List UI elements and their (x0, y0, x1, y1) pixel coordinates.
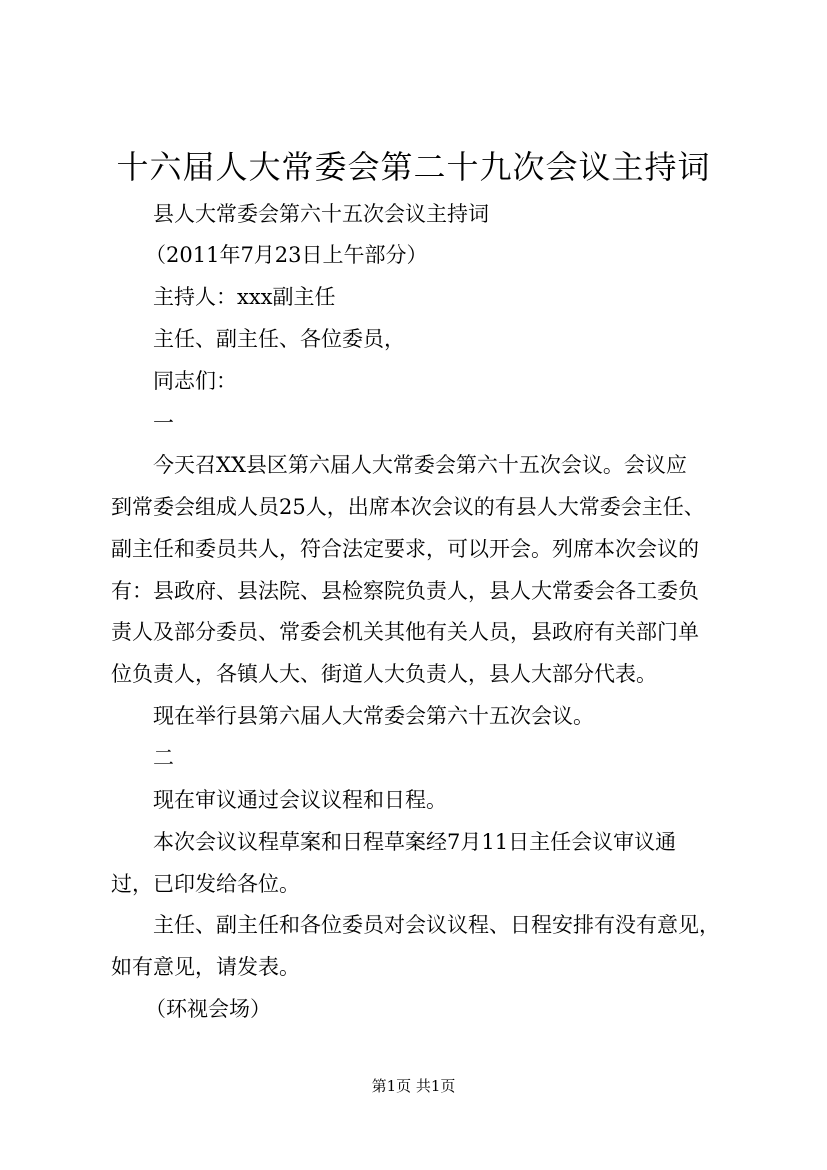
document-title: 十六届人大常委会第二十九次会议主持词 (116, 148, 711, 186)
subtitle-line: 县人大常委会第六十五次会议主持词 (153, 202, 489, 226)
paragraph-line: 有：县政府、县法院、县检察院负责人，县人大常委会各工委负 (111, 579, 699, 603)
paragraph-line: 责人及部分委员、常委会机关其他有关人员，县政府有关部门单 (111, 620, 699, 644)
date-line: （2011年7月23日上午部分） (145, 243, 428, 267)
salutation-line: 主任、副主任、各位委员， (153, 327, 405, 351)
section-number: 二 (153, 746, 174, 770)
stage-direction: （环视会场） (145, 997, 271, 1021)
paragraph-line: 主任、副主任和各位委员对会议议程、日程安排有没有意见， (153, 913, 720, 937)
paragraph-line: 现在审议通过会议议程和日程。 (153, 788, 447, 812)
paragraph-line: 现在举行县第六届人大常委会第六十五次会议。 (153, 704, 594, 728)
paragraph-line: 今天召XX县区第六届人大常委会第六十五次会议。会议应 (153, 453, 687, 477)
paragraph-line: 过，已印发给各位。 (111, 872, 300, 896)
paragraph-line: 本次会议议程草案和日程草案经7月11日主任会议审议通 (153, 830, 677, 854)
salutation-line: 同志们： (153, 369, 237, 393)
paragraph-line: 到常委会组成人员25人，出席本次会议的有县人大常委会主任、 (111, 495, 705, 519)
paragraph-line: 如有意见，请发表。 (111, 955, 300, 979)
page-footer: 第1页 共1页 (371, 1077, 456, 1095)
host-line: 主持人：xxx副主任 (153, 285, 336, 309)
paragraph-line: 副主任和委员共人，符合法定要求，可以开会。列席本次会议的 (111, 537, 699, 561)
paragraph-line: 位负责人，各镇人大、街道人大负责人，县人大部分代表。 (111, 662, 657, 686)
section-number: 一 (153, 411, 174, 435)
